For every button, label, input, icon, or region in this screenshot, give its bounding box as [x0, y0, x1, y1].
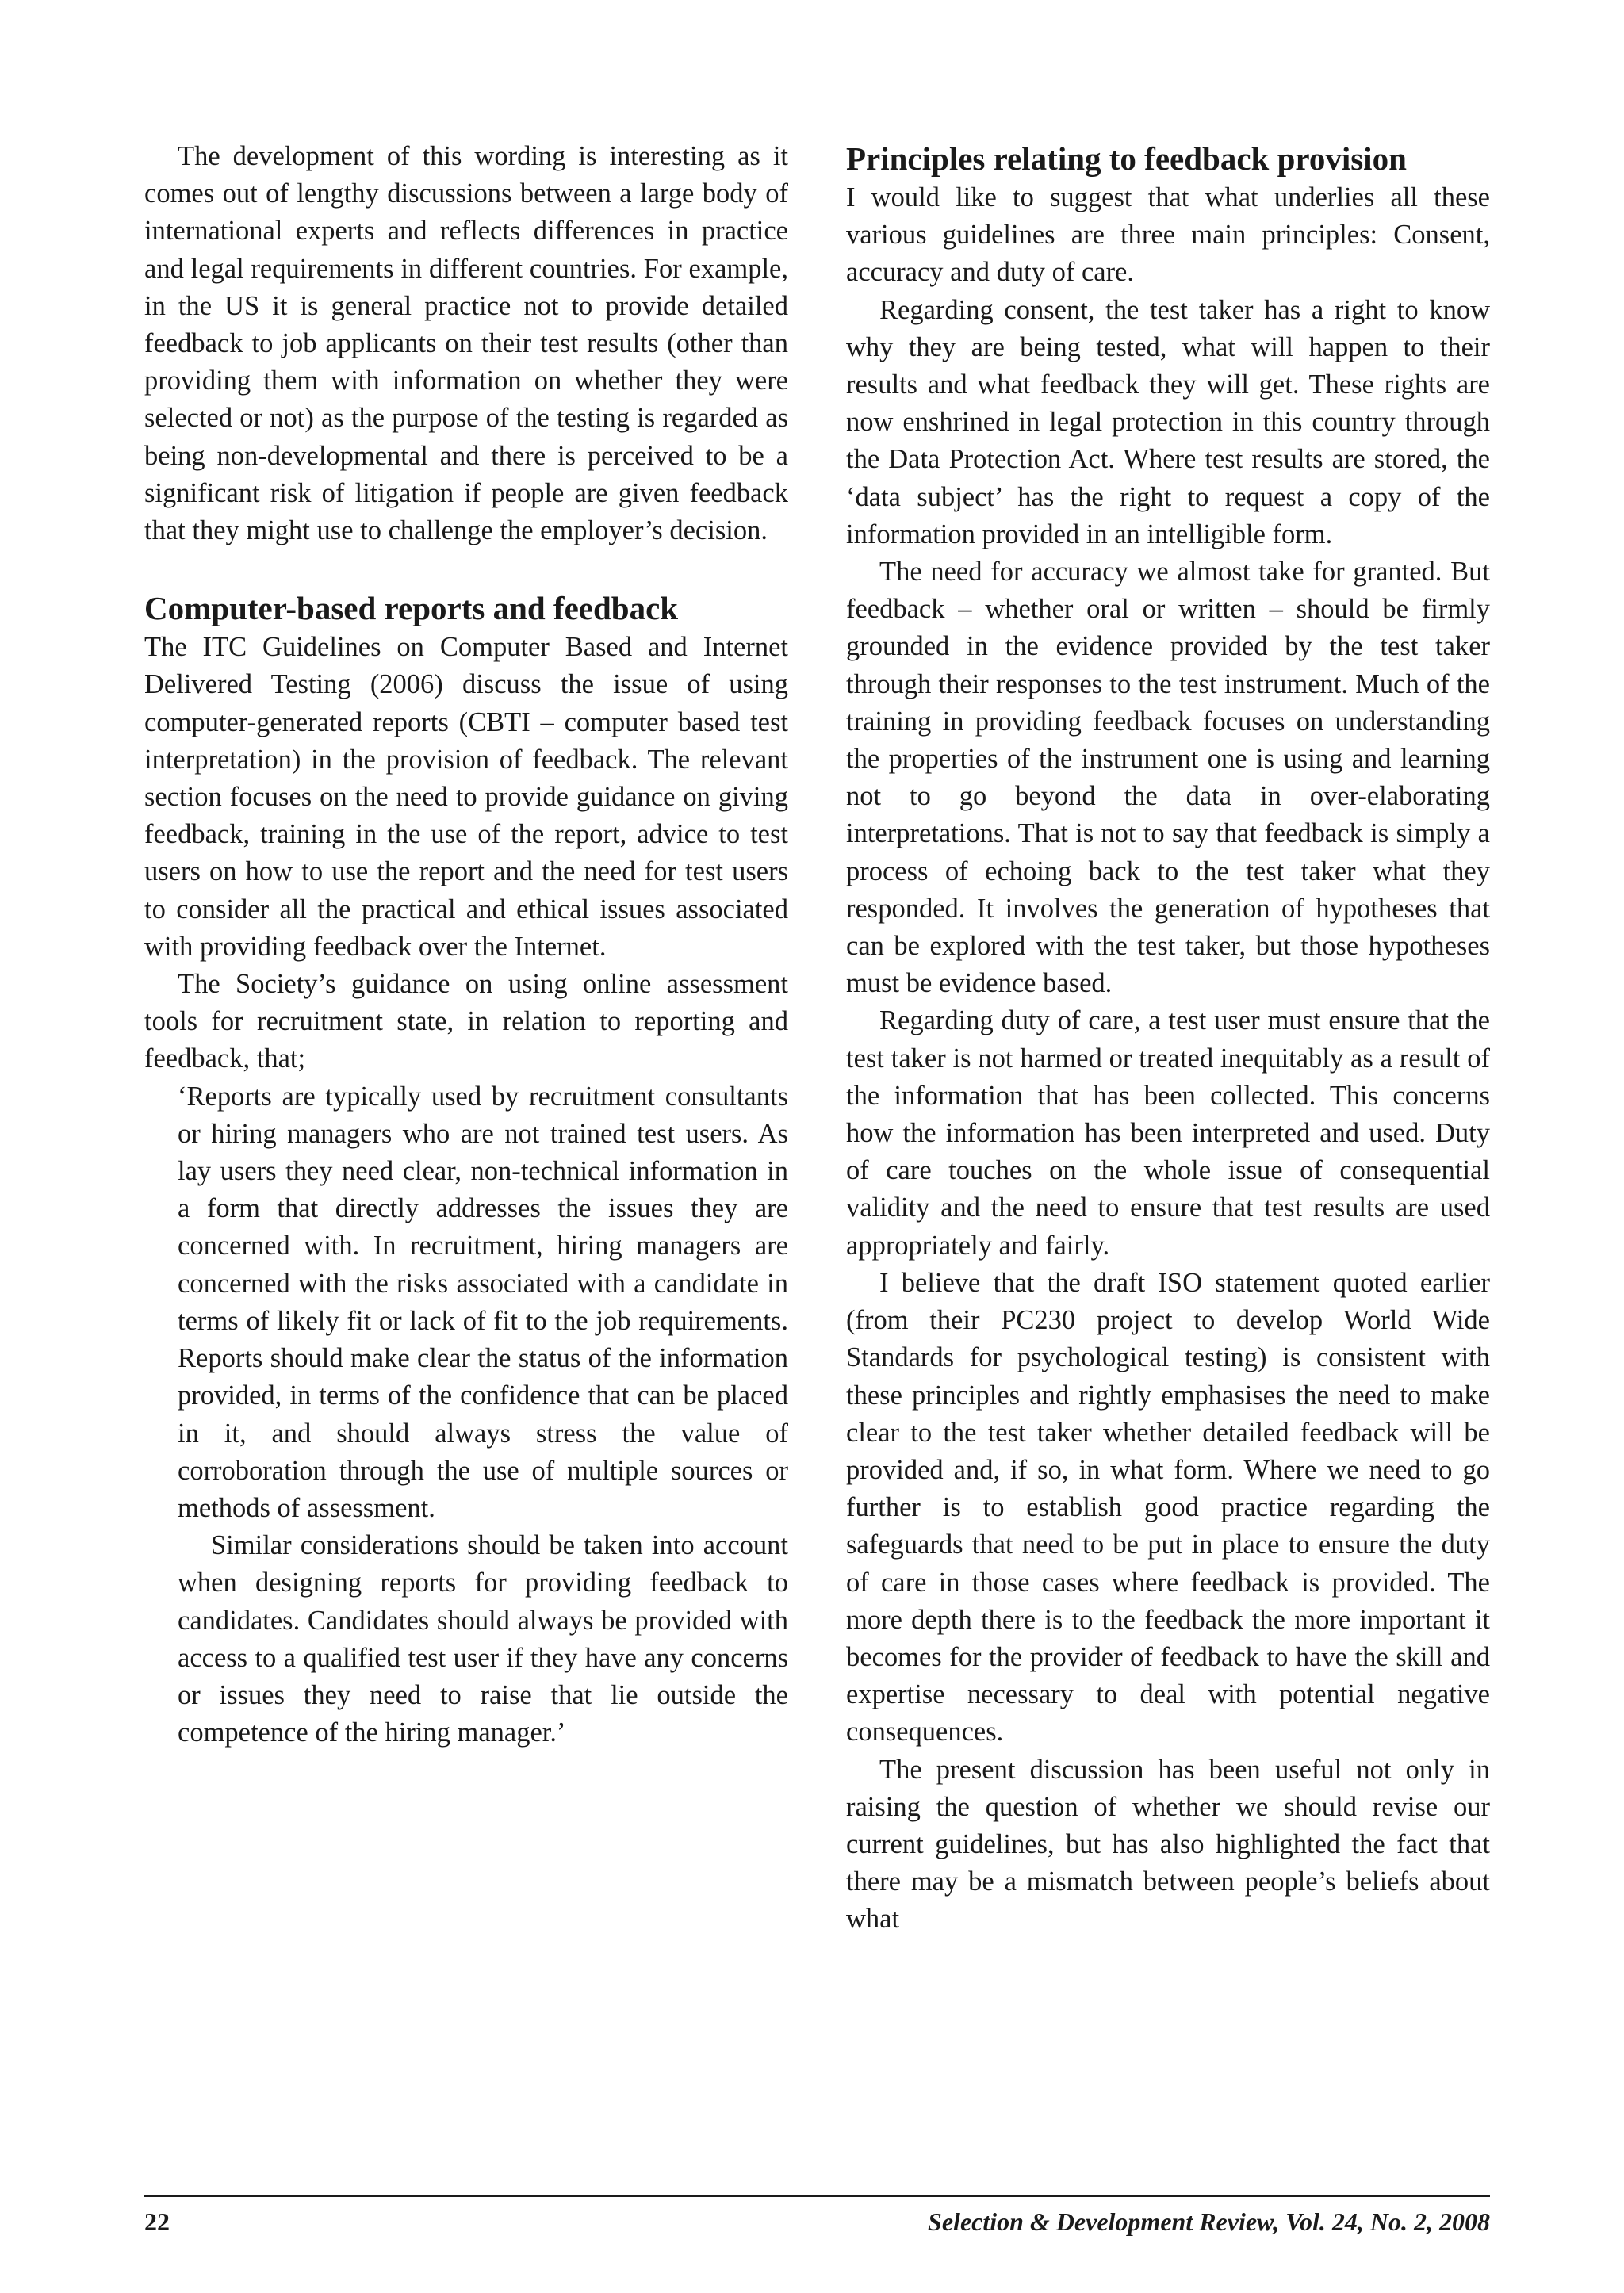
body-paragraph: The Society’s guidance on using online assessment tools for recruitment state, in relation to reporting and feedback, that; — [144, 969, 788, 1074]
body-paragraph: The need for accuracy we almost take for granted. But feedback – whether oral or written – should be firmly grounded in the evidence provided by the test taker through their responses to the test instrument. Much of the training in providing feedback focuses on understanding the properties of the instrument one is using and learning not to go beyond the data in over-elaborating interpretations. That is not to say that feedback is simply a process of echoing back to the test taker what they responded. It involves the generation of hypotheses that can be explored with the test taker, but those hypotheses must be evidence based. — [846, 557, 1490, 999]
body-paragraph: Regarding duty of care, a test user must ensure that the test taker is not harmed or treated inequitably as a result of the information that has been collected. This concerns how the information has been interpreted and used. Duty of care touches on the whole issue of consequential validity and the need to ensure that test results are used appropriately and fairly. — [846, 1005, 1490, 1261]
section-heading: Computer-based reports and feedback — [144, 590, 679, 627]
body-paragraph: Regarding consent, the test taker has a right to know why they are being tested, what will happen to their results and what feedback they will get. These rights are now enshrined in legal protection in this country through the Data Protection Act. Where test results are stored, the ‘data subject’ has the right to request a copy of the information provided in an intelligible form. — [846, 294, 1490, 549]
body-paragraph: The present discussion has been useful not only in raising the question of whether we should revise our current guidelines, but has also highlighted the fact that there may be a mismatch between people’s beliefs about what — [846, 1754, 1490, 1935]
left-column — [144, 138, 788, 1751]
footer-rule — [144, 2195, 1490, 2197]
body-paragraph: I believe that the draft ISO statement quoted earlier (from their PC230 project to develop World Wide Standards for psychological testing) is consistent with these principles and rightly emphasises the need to make clear to the test taker whether detailed feedback will be provided and, if so, in what form. Where we need to go further is to establish good practice regarding the safeguards that need to be put in place to ensure the duty of care in those cases where feedback is provided. The more depth there is to the feedback the more important it becomes for the provider of feedback to have the skill and expertise necessary to deal with potential negative consequences. — [846, 1267, 1490, 1748]
quote-paragraph: ‘Reports are typically used by recruitment consultants or hiring managers who are not trained test users. As lay users they need clear, non-technical information in a form that directly addresses the issues they are concerned with. In recruitment, hiring managers are concerned with the risks associated with a candidate in terms of likely fit or lack of fit to the job requirements. Reports should make clear the status of the information provided, in terms of the confidence that can be placed in it, and should always stress the value of corroboration through the use of multiple sources or methods of assessment. — [178, 1081, 788, 1523]
body-paragraph: I would like to suggest that what underlies all these various guidelines are three main principles: Consent, accuracy and duty of care. — [846, 182, 1490, 288]
quote-paragraph: Similar considerations should be taken into account when designing reports for providing feedback to candidates. Candidates should always be provided with access to a qualified test user if they have any concerns or issues they need to raise that lie outside the competence of the hiring manager.’ — [178, 1530, 788, 1748]
body-paragraph: The development of this wording is interesting as it comes out of lengthy discussions between a large body of international experts and reflects differences in practice and legal requirements in different countries. For example, in the US it is general practice not to provide detailed feedback to job applicants on their test results (other than providing them with information on whether they were selected or not) as the purpose of the testing is regarded as being non-developmental and there is perceived to be a significant risk of litigation if people are given feedback that they might use to challenge the employer’s decision. — [144, 141, 788, 546]
body-paragraph: The ITC Guidelines on Computer Based and Internet Delivered Testing (2006) discuss the issue of using computer-generated reports (CBTI – computer based test interpretation) in the provision of feedback. The relevant section focuses on the need to provide guidance on giving feedback, training in the use of the report, advice to test users on how to use the report and the need for test users to consider all the practical and ethical issues associated with providing feedback over the Internet. — [144, 632, 788, 962]
section-heading: Principles relating to feedback provision — [846, 140, 1407, 177]
right-column — [846, 138, 1490, 1939]
page-number: 22 — [144, 2207, 170, 2236]
journal-citation: Selection & Development Review, Vol. 24, No. 2, 2008 — [928, 2207, 1490, 2236]
block-quote — [144, 1078, 788, 1752]
